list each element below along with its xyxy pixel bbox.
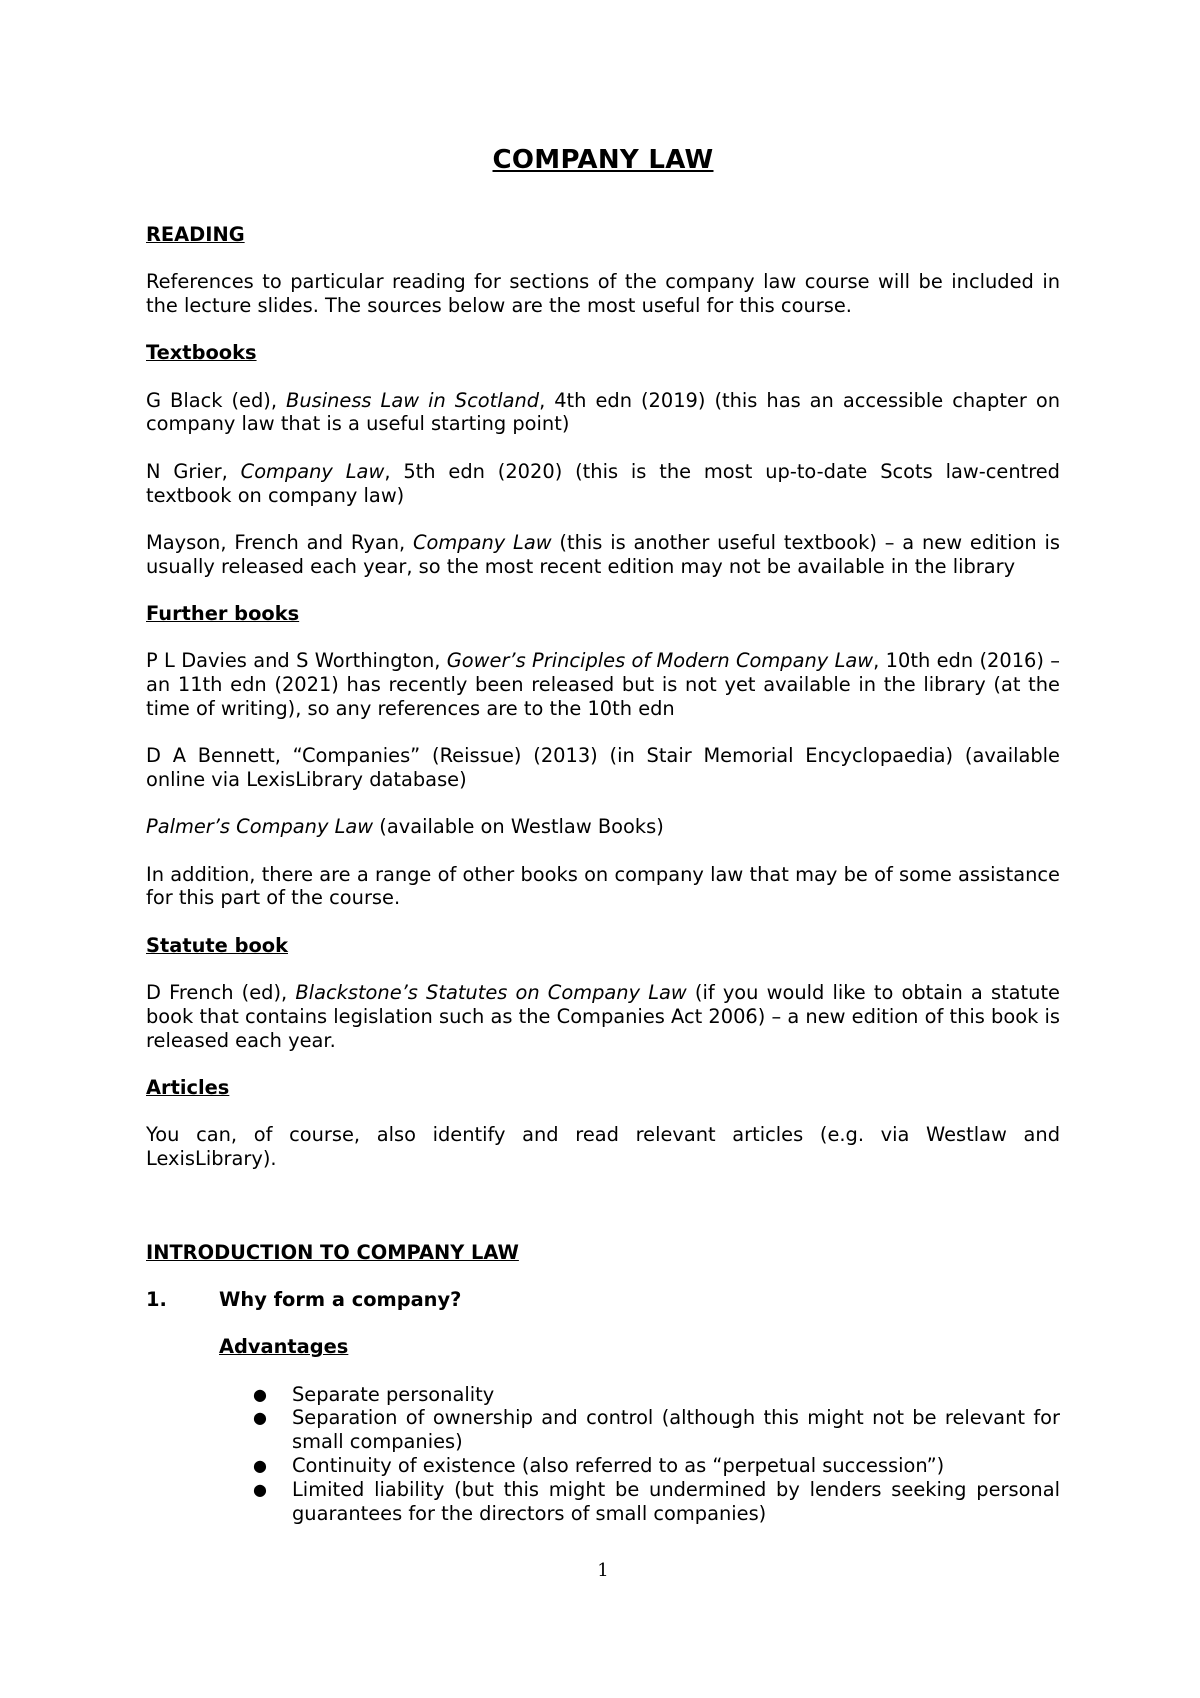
document-page (146, 0, 1060, 1698)
statute-book-entry: D French (ed), Blackstone’s Statutes on Company Law (if you would like to obtain a statute book that contains legislation such as the Companies Act 2006) – a new edition of this book is released each year. (146, 980, 1060, 1052)
bullet-icon: ● (253, 1384, 267, 1404)
list-item: ● Continuity of existence (also referred to as “perpetual succession”) (253, 1454, 945, 1477)
section-number: 1. (146, 1288, 167, 1312)
textbooks-heading: Textbooks (146, 341, 257, 365)
book-title: Blackstone’s Statutes on Company Law (295, 980, 687, 1004)
further-book-entry: P L Davies and S Worthington, Gower’s Principles of Modern Company Law, 10th edn (2016) – an 11th edn (2021) has recently been released but is not yet available in the library (at the time of writing), so any references are to the 10th edn (146, 649, 1060, 720)
book-title: Company Law (412, 530, 552, 554)
document-title: COMPANY LAW (492, 145, 714, 175)
bullet-icon: ● (253, 1408, 267, 1428)
document-body (146, 223, 1060, 1525)
book-title: Business Law in Scotland (286, 388, 540, 412)
book-title: Gower’s Principles of Modern Company Law (446, 649, 874, 673)
section-title: Why form a company? (219, 1288, 462, 1312)
introduction-heading: INTRODUCTION TO COMPANY LAW (146, 1240, 519, 1264)
reading-heading: READING (146, 223, 245, 246)
advantages-list (219, 1383, 1060, 1526)
textbook-entry: G Black (ed), Business Law in Scotland, 4th edn (2019) (this has an accessible chapter on company law that is a useful starting point) (146, 388, 1060, 436)
further-book-entry: Palmer’s Company Law (available on Westlaw Books) (146, 815, 664, 839)
reading-intro: References to particular reading for sections of the company law course will be included in the lecture slides. The sources below are the most useful for this course. (146, 270, 1060, 318)
further-books-heading: Further books (146, 601, 300, 625)
further-books-note: In addition, there are a range of other books on company law that may be of some assistance for this part of the course. (146, 862, 1060, 910)
advantages-heading: Advantages (219, 1335, 349, 1359)
book-title: Palmer’s Company Law (146, 815, 374, 839)
further-book-entry: D A Bennett, “Companies” (Reissue) (2013) (in Stair Memorial Encyclopaedia) (available online via LexisLibrary database) (146, 744, 1060, 791)
textbook-entry: N Grier, Company Law, 5th edn (2020) (this is the most up-to-date Scots law-centred textbook on company law) (146, 459, 1060, 507)
articles-heading: Articles (146, 1075, 230, 1099)
articles-text: You can, of course, also identify and read relevant articles (e.g. via Westlaw and LexisLibrary). (146, 1123, 1060, 1170)
list-item: ● Separation of ownership and control (although this might not be relevant for small companies) (253, 1406, 1060, 1454)
statute-book-heading: Statute book (146, 933, 288, 957)
list-item: ● Limited liability (but this might be undermined by lenders seeking personal guarantees for the directors of small companies) (253, 1477, 1060, 1525)
page-number: 1 (597, 1560, 609, 1581)
section-heading (146, 1288, 1060, 1312)
bullet-icon: ● (253, 1479, 267, 1499)
textbook-entry: Mayson, French and Ryan, Company Law (this is another useful textbook) – a new edition is usually released each year, so the most recent edition may not be available in the library (146, 530, 1060, 578)
book-title: Company Law (240, 459, 385, 483)
bullet-icon: ● (253, 1456, 267, 1475)
list-item: ● Separate personality (253, 1382, 495, 1406)
